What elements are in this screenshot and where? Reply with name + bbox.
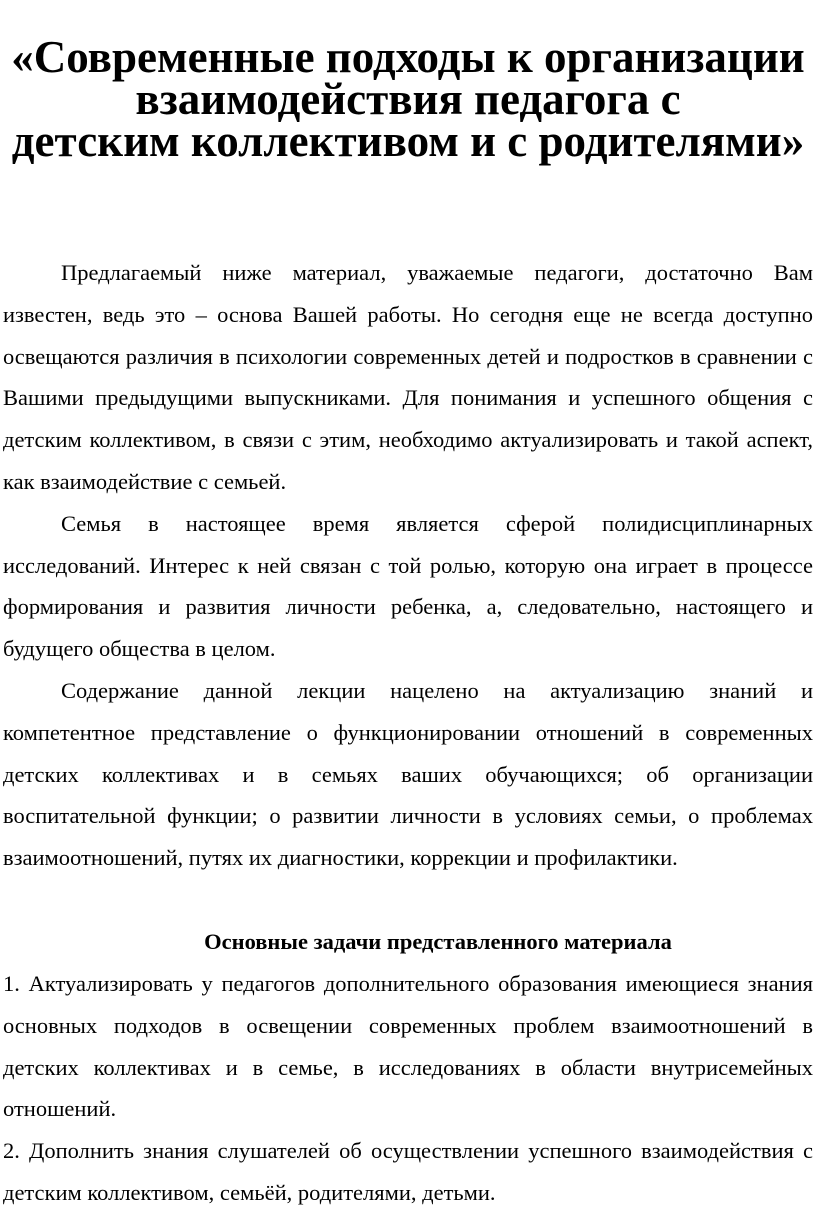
title-line-1: «Современные подходы к организации взаимодействия педагога с [11, 32, 805, 124]
paragraph-family: Семья в настоящее время является сферой полидисциплинарных исследований. Интерес к ней связан с той ролью, которую она играет в процессе формирования и развития личности ребенка, а, следовательно, настоящего и будущего общества в целом. [3, 510, 813, 662]
tasks-heading: Основные задачи представленного материала [204, 928, 672, 954]
task-item-2: 2. Дополнить знания слушателей об осуществлении успешного взаимодействия с детским коллективом, семьёй, родителями, детьми. [3, 1138, 813, 1205]
paragraph-lecture-content: Содержание данной лекции нацелено на актуализацию знаний и компетентное представление о функционировании отношений в современных детских коллективах и в семьях ваших обучающихся; об организации воспитательной функции; о развитии личности в условиях семьи, о проблемах взаимоотношений, путях их диагностики, коррекции и профилактики. [3, 677, 813, 871]
document-page [3, 0, 813, 1224]
document-title [3, 0, 813, 166]
paragraph-intro: Предлагаемый ниже материал, уважаемые педагоги, достаточно Вам известен, ведь это – основа Вашей работы. Но сегодня еще не всегда доступно освещаются различия в психологии современных детей и подростков в сравнении с Вашими предыдущими выпускниками. Для понимания и успешного общения с детским коллективом, в связи с этим, необходимо актуализировать и такой аспект, как взаимодействие с семьей. [3, 260, 813, 494]
title-line-2: детским коллективом и с родителями» [11, 116, 805, 166]
task-item-1: 1. Актуализировать у педагогов дополнительного образования имеющиеся знания основных подходов в освещении современных проблем взаимоотношений в детских коллективах и в семье, в исследованиях в области внутрисемейных отношений. [3, 970, 813, 1122]
